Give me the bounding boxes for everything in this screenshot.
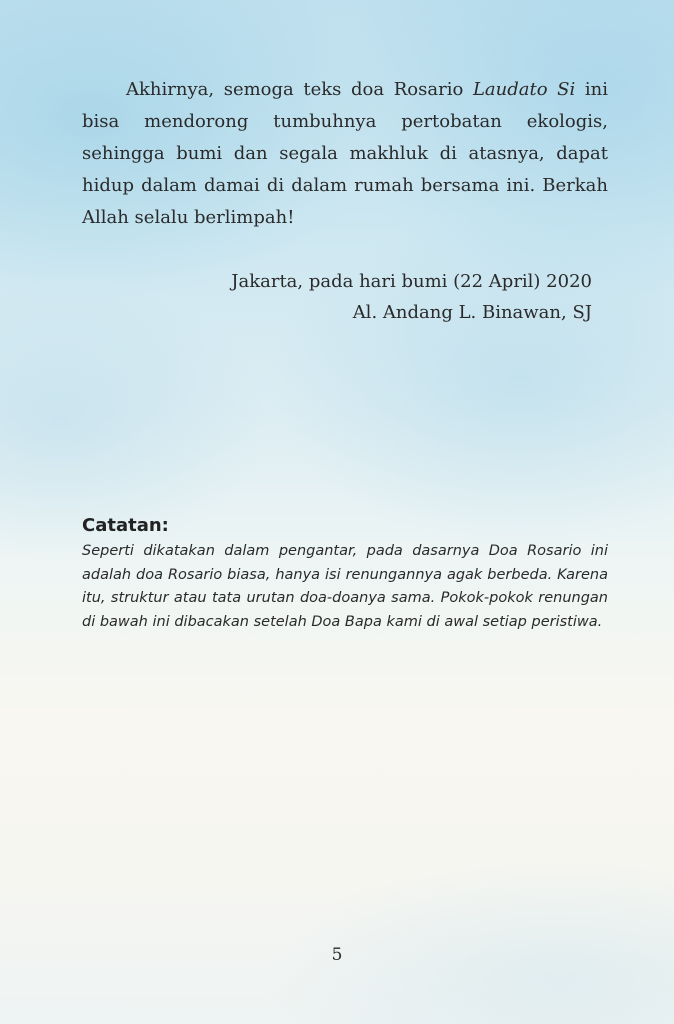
note-heading: Catatan: bbox=[82, 515, 169, 536]
closing-paragraph bbox=[82, 74, 608, 234]
closing-paragraph-part1: Akhirnya, semoga teks doa Rosario bbox=[126, 79, 473, 100]
page-number: 5 bbox=[331, 945, 343, 965]
signature-author: Al. Andang L. Binawan, SJ bbox=[352, 302, 592, 323]
signature-block bbox=[231, 266, 592, 328]
note-text: Seperti dikatakan dalam pengantar, pada dasarnya Doa Rosario ini adalah doa Rosario biasa, hanya isi renungannya agak berbeda. Karena itu, struktur atau tata urutan doa-doanya sama. Pokok-pokok renungan di bawah ini dibacakan setelah Doa Bapa kami di awal setiap peristiwa. bbox=[82, 543, 608, 630]
closing-paragraph-part2: ini bisa mendorong tumbuhnya pertobatan ekologis, sehingga bumi dan segala makhluk di atasnya, dapat hidup dalam damai di dalam rumah bersama ini. Berkah Allah selalu berlimpah! bbox=[82, 79, 608, 228]
closing-paragraph-italic-title: Laudato Si bbox=[472, 79, 576, 100]
signature-place-date: Jakarta, pada hari bumi (22 April) 2020 bbox=[231, 271, 592, 292]
